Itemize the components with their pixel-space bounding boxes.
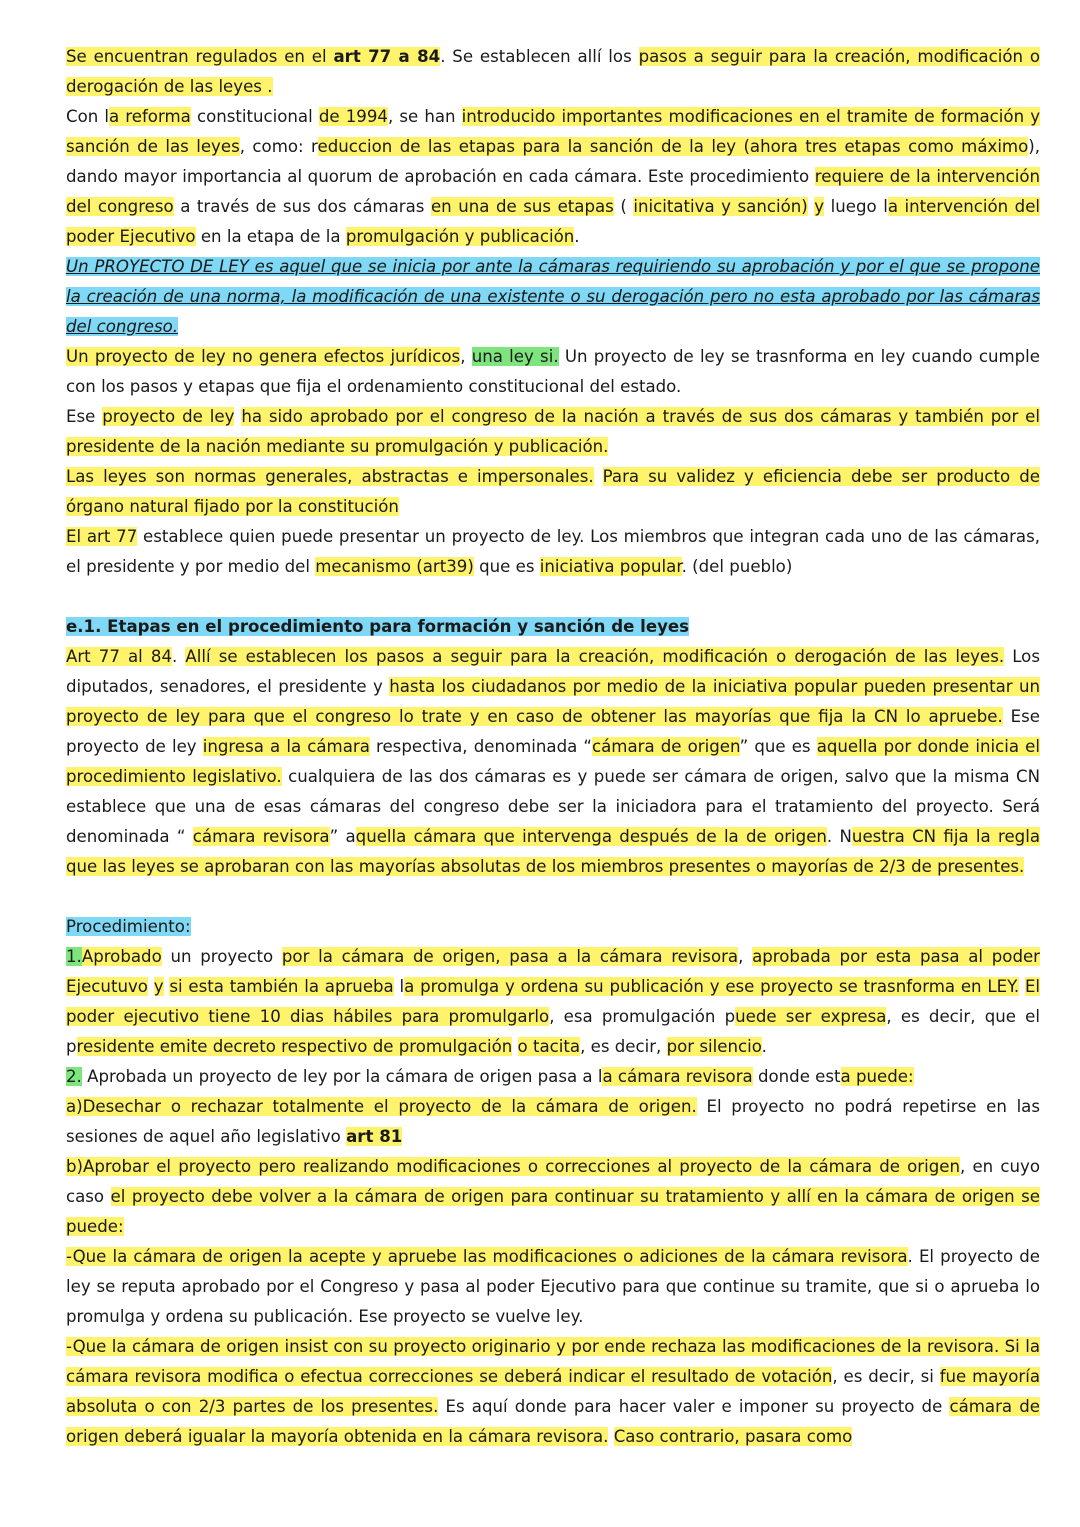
procedure-option-b — [66, 1152, 1040, 1242]
text-run: quella cámara que intervenga después de la de origen — [355, 827, 827, 846]
paragraph-definition-proyecto — [66, 252, 1040, 342]
text-run: Allí se establecen los pasos a seguir para la creación, modificación o derogación de las leyes. — [185, 647, 1005, 666]
text-run: pasos a seguir para la creación, modificación o derogación de las leyes . — [66, 47, 1041, 96]
text-run: una ley si. — [471, 347, 559, 366]
text-run: en una de sus etapas — [430, 197, 614, 216]
paragraph-laws-nature — [66, 462, 1040, 522]
text-run — [512, 1037, 517, 1056]
text-run: cámara de origen deberá igualar la mayoría obtenida en la cámara revisora. — [66, 1397, 1040, 1446]
text-run: que es — [473, 557, 540, 576]
procedure-step-2 — [66, 1062, 1040, 1092]
text-run: Un proyecto de ley se trasnforma en ley cuando cumple con los pasos y etapas que fija el ordenamiento constitucional del estado. — [66, 347, 1040, 396]
paragraph-approval — [66, 402, 1040, 462]
procedure-title — [66, 912, 1040, 942]
paragraph-effects — [66, 342, 1040, 402]
text-run: aquella por donde inicia el procedimiento legislativo. — [66, 737, 1040, 786]
text-run: -Que la cámara de origen insist con su proyecto originario y por ende rechaza las modificaciones de la revisora. Si la cámara revisora — [66, 1337, 1040, 1386]
paragraph-stages — [66, 642, 1040, 882]
text-run: modifica o efectua correcciones se deberá indicar el resultado de votación — [207, 1367, 833, 1386]
text-run: Ese — [66, 407, 103, 426]
text-run: . N — [826, 827, 852, 846]
paragraph-regulation — [66, 42, 1040, 102]
text-run: Para su validez y eficiencia debe ser producto de órgano natural fijado por la constitución — [66, 467, 1040, 516]
text-run: fue mayoría absoluta o con 2/3 partes de los presentes. — [66, 1367, 1041, 1416]
text-run: , como: r — [239, 137, 318, 156]
text-run: , — [460, 347, 472, 366]
text-run: respectiva, denominada “ — [369, 737, 593, 756]
text-run: el proyecto debe volver a la cámara de origen para continuar su tratamiento y allí en la cámara de origen se puede: — [66, 1187, 1040, 1236]
text-run — [148, 977, 154, 996]
text-run: luego l — [824, 197, 888, 216]
text-run: , en cuyo caso — [66, 1157, 1040, 1206]
text-run: Aprobado — [81, 947, 162, 966]
text-run: aprobada por esta pasa al poder Ejecutuvo — [66, 947, 1041, 996]
text-run: y — [153, 977, 164, 996]
text-run: Las leyes son normas generales, abstractas e impersonales. — [66, 467, 594, 486]
procedure-option-b-accept — [66, 1242, 1040, 1332]
text-run: ha sido aprobado por el congreso de la nación a través de sus dos cámaras y también por el presidente de la nación mediante su promulgación y publicación. — [66, 407, 1040, 456]
text-run: cámara revisora — [192, 827, 330, 846]
text-run: cualquiera de las dos cámaras es y puede ser cámara de origen, salvo que la misma CN establece que una de esas cámaras del congreso debe ser la iniciadora para el tratamiento del proyecto. Será denominada “ — [66, 767, 1040, 846]
text-run: a reforma — [109, 107, 191, 126]
text-run: inicitativa y sanción) — [633, 197, 808, 216]
text-run: en la etapa de la — [195, 227, 346, 246]
text-run: Un PROYECTO DE LEY es aquel que se inicia por ante la cámaras requiriendo su aprobación y por el que se propone la creación de una norma, la modificación de una existente o su derogación pero no esta aprobado por las cámaras del congreso. — [66, 257, 1040, 336]
text-run: , esa promulgación p — [549, 1007, 736, 1026]
text-run: l — [393, 977, 405, 996]
text-run: constitucional — [190, 107, 319, 126]
text-run: -Que la cámara de origen la acepte y apruebe las modificaciones o adiciones de la cámara revisora — [66, 1247, 908, 1266]
spacer — [66, 882, 1040, 912]
text-run: El art 77 — [66, 527, 138, 546]
paragraph-reform-1994 — [66, 102, 1040, 252]
text-run: b)Aprobar el proyecto pero realizando modificaciones o correcciones al proyecto de la cámara de origen — [66, 1157, 960, 1176]
text-run: Aprobada un proyecto de ley por la cámara de origen pasa a l — [81, 1067, 603, 1086]
text-run: donde est — [752, 1067, 841, 1086]
text-run: El proyecto no podrá repetirse en las sesiones de aquel año legislativo — [66, 1097, 1040, 1146]
text-run: . Se establecen allí los — [440, 47, 639, 66]
text-run: , es decir, si — [832, 1367, 940, 1386]
text-run: . (del pueblo) — [681, 557, 793, 576]
text-run: , se han — [387, 107, 462, 126]
text-run: iniciativa popular — [539, 557, 682, 576]
text-run: , es decir, que el p — [66, 1007, 1040, 1056]
text-run: a)Desechar o rechazar totalmente el proyecto de la cámara de origen. — [66, 1097, 697, 1116]
text-run: e.1. Etapas en el procedimiento para formación y sanción de leyes — [66, 617, 690, 636]
text-run: o tacita — [517, 1037, 581, 1056]
text-run: hasta los ciudadanos por medio de la iniciativa popular pueden presentar un proyecto de ley para que el congreso lo trate y en caso de obtener las mayorías que fija la CN lo apruebe. — [66, 677, 1040, 726]
spacer — [66, 582, 1040, 612]
text-run: ” a — [329, 827, 356, 846]
text-run: Se encuentran regulados en el — [66, 47, 334, 66]
text-run: por la cámara de origen, pasa a la cámara revisora — [281, 947, 739, 966]
text-run: uede ser expresa — [735, 1007, 887, 1026]
text-run: proyecto de ley — [102, 407, 235, 426]
text-run: educcion de las etapas para la sanción de la ley (ahora tres etapas como máximo — [317, 137, 1029, 156]
text-run: un proyecto — [161, 947, 282, 966]
text-run: ), dando mayor importancia al quorum de aprobación en cada cámara. Este procedimiento — [66, 137, 1040, 186]
text-run: por silencio — [666, 1037, 762, 1056]
text-run: , es decir, — [580, 1037, 667, 1056]
text-run: ( — [613, 197, 634, 216]
text-run: Es aquí donde para hacer valer e imponer su proyecto de — [438, 1397, 950, 1416]
text-run: Ese proyecto de ley — [66, 707, 1040, 756]
text-run: requiere de la intervención del congreso — [66, 167, 1040, 216]
text-run — [608, 1427, 613, 1446]
text-run: Los diputados, senadores, el presidente y — [66, 647, 1040, 696]
text-run: a puede: — [840, 1067, 914, 1086]
procedure-option-b-insist — [66, 1332, 1040, 1452]
text-run: . — [761, 1037, 767, 1056]
text-run: art 77 a 84 — [333, 47, 441, 66]
text-run: Art 77 al 84 — [66, 647, 173, 666]
text-run: El poder ejecutivo tiene 10 dias hábiles para promulgarlo — [66, 977, 1041, 1026]
text-run: y — [814, 197, 825, 216]
text-run: residente emite decreto respectivo de promulgación — [76, 1037, 513, 1056]
text-run: . — [574, 227, 580, 246]
text-run: Caso contrario, pasara como — [613, 1427, 853, 1446]
text-run: si esta también la aprueba — [169, 977, 394, 996]
section-heading — [66, 612, 1040, 642]
text-run: art 81 — [346, 1127, 403, 1146]
text-run: mecanismo (art39) — [315, 557, 474, 576]
text-run: a través de sus dos cámaras — [173, 197, 431, 216]
text-run: Con l — [66, 107, 109, 126]
text-run — [594, 467, 603, 486]
text-run: 2. — [66, 1067, 82, 1086]
procedure-option-a — [66, 1092, 1040, 1152]
text-run: promulgación y publicación — [345, 227, 575, 246]
text-run: . — [172, 647, 186, 666]
text-run: a promulga y ordena su publicación y ese proyecto se trasnforma en LEY. — [404, 977, 1020, 996]
text-run: ” que es — [739, 737, 817, 756]
paragraph-art-77 — [66, 522, 1040, 582]
text-run: uestra CN fija la regla que las leyes se aprobaran con las mayorías absolutas de los miembros presentes o mayorías de 2/3 de presentes. — [66, 827, 1040, 876]
text-run: , — [738, 947, 753, 966]
text-run: a cámara revisora — [602, 1067, 753, 1086]
text-run: establece quien puede presentar un proyecto de ley. Los miembros que integran cada uno de las cámaras, el presidente y por medio del — [66, 527, 1040, 576]
text-run: 1. — [66, 947, 82, 966]
text-run: Un proyecto de ley no genera efectos jurídicos — [66, 347, 461, 366]
text-run: de 1994 — [318, 107, 388, 126]
text-run: Procedimiento: — [66, 917, 191, 936]
text-run: . El proyecto de ley se reputa aprobado por el Congreso y pasa al poder Ejecutivo para que continue su tramite, que si o aprueba lo promulga y ordena su publicación. Ese proyecto se vuelve ley. — [66, 1247, 1041, 1326]
text-run: a intervención del poder Ejecutivo — [66, 197, 1041, 246]
text-run: cámara de origen — [592, 737, 740, 756]
procedure-step-1 — [66, 942, 1040, 1062]
text-run: introducido importantes modificaciones en el tramite de formación y sanción de las leyes — [66, 107, 1041, 156]
text-run: ingresa a la cámara — [202, 737, 370, 756]
